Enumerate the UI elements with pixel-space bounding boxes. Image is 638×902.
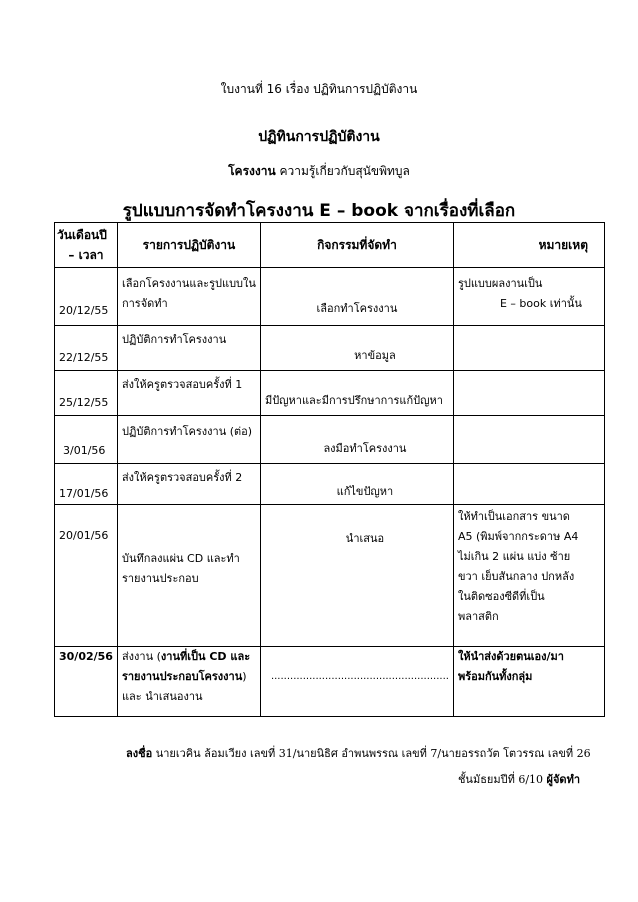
row-task: บันทึกลงแผ่น CD และทำ รายงานประกอบ xyxy=(117,505,260,647)
signature-names: นายเวคิน ล้อมเวียง เลขที่ 31/นายนิธิศ อำพนพรรณ เลขที่ 7/นายอรรถวัต โตวรรณ เลขที่ 26 xyxy=(155,747,591,760)
row-activity: ลงมือทำโครงงาน xyxy=(260,416,453,464)
calendar-title: ปฏิทินการปฏิบัติงาน xyxy=(258,129,380,145)
project-label: โครงงาน xyxy=(228,164,276,178)
row-activity: เลือกทำโครงงาน xyxy=(260,268,453,326)
row-note xyxy=(453,464,604,505)
row-note: ให้นำส่งด้วยตนเอง/มา พร้อมกันทั้งกลุ่ม xyxy=(453,647,604,717)
class-line xyxy=(458,770,580,788)
row-activity: มีปัญหาและมีการปรึกษาการแก้ปัญหา xyxy=(260,371,453,416)
signature-label: ลงชื่อ xyxy=(126,747,153,760)
row-date: 22/12/55 xyxy=(55,326,118,371)
row-note xyxy=(453,371,604,416)
row-date: 25/12/55 xyxy=(55,371,118,416)
plan-table xyxy=(54,222,605,717)
row-note xyxy=(453,416,604,464)
row-task: ปฏิบัติการทำโครงงาน xyxy=(117,326,260,371)
row-activity: นำเสนอ xyxy=(260,505,453,647)
table-row xyxy=(55,416,605,464)
header-date: วันเดือนปี – เวลา xyxy=(55,223,118,268)
table-row xyxy=(55,464,605,505)
table-header-row xyxy=(55,223,605,268)
row-date: 20/01/56 xyxy=(55,505,118,647)
row-note: ให้ทำเป็นเอกสาร ขนาด A5 (พิมพ์จากกระดาษ A4 ไม่เกิน 2 แผ่น แบ่ง ซ้าย ขวา เย็บสันกลาง ปกหลัง ในติดซองซีดีที่เป็น พลาสติก xyxy=(453,505,604,647)
row-date: 20/12/55 xyxy=(55,268,118,326)
row-task: ปฏิบัติการทำโครงงาน (ต่อ) xyxy=(117,416,260,464)
class-info: ชั้นมัธยมปีที่ 6/10 xyxy=(457,773,544,786)
header-tasks: รายการปฏิบัติงาน xyxy=(117,223,260,268)
row-task: ส่งให้ครูตรวจสอบครั้งที่ 1 xyxy=(117,371,260,416)
table-row xyxy=(55,647,605,717)
table-row xyxy=(55,371,605,416)
table-row xyxy=(55,326,605,371)
row-task: ส่งให้ครูตรวจสอบครั้งที่ 2 xyxy=(117,464,260,505)
header-notes: หมายเหตุ xyxy=(453,223,604,268)
row-date: 17/01/56 xyxy=(55,464,118,505)
row-note xyxy=(453,326,604,371)
row-activity: ........................................................ xyxy=(260,647,453,717)
project-line xyxy=(0,162,638,181)
project-name: ความรู้เกี่ยวกับสุนัขพิทบูล xyxy=(279,164,410,178)
author-role: ผู้จัดทำ xyxy=(546,773,580,786)
header-activities: กิจกรรมที่จัดทำ xyxy=(260,223,453,268)
format-heading: รูปแบบการจัดทำโครงงาน E – book จากเรื่องที่เลือก xyxy=(122,201,516,221)
row-task: เลือกโครงงานและรูปแบบใน การจัดทำ xyxy=(117,268,260,326)
worksheet-title: ใบงานที่ 16 เรื่อง ปฏิทินการปฏิบัติงาน xyxy=(220,82,418,96)
table-row xyxy=(55,505,605,647)
row-date: 3/01/56 xyxy=(55,416,118,464)
row-date: 30/02/56 xyxy=(55,647,118,717)
row-activity: แก้ไขปัญหา xyxy=(260,464,453,505)
row-note: รูปแบบผลงานเป็น E – book เท่านั้น xyxy=(453,268,604,326)
table-row xyxy=(55,268,605,326)
signature-line xyxy=(126,744,591,762)
row-task: ส่งงาน (งานที่เป็น CD และ รายงานประกอบโครงงาน) และ นำเสนองาน xyxy=(117,647,260,717)
row-activity: หาข้อมูล xyxy=(260,326,453,371)
